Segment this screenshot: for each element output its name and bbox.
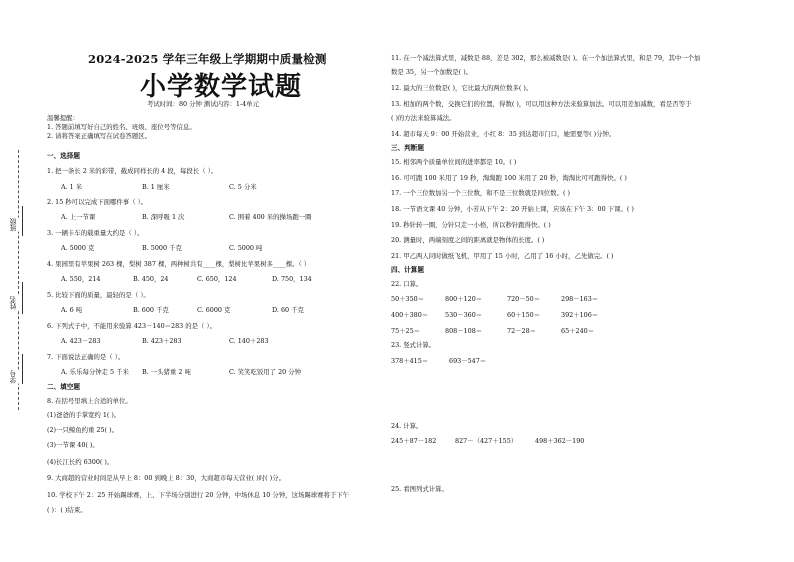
judge-item-19[interactable]: 19. 秒针转一圈，分针只走一小格，所以秒针跑得快。( ) [391, 221, 551, 229]
question-12[interactable]: 12. 最大的三位数是( )，它比最大的两位数多( )。 [391, 84, 533, 92]
option-c[interactable]: C. 笑笑吃饭用了 20 分钟 [229, 368, 302, 376]
q8-item-4[interactable]: (4)长江长约 6300( )。 [47, 458, 114, 466]
tips-title: 温馨提醒： [47, 114, 79, 122]
question-1: 1. 把一条长 2 米的彩带，截成同样长的 4 段，每段长（ ）。 [47, 167, 218, 175]
oral-item[interactable]: 800＋120＝ [445, 295, 483, 303]
calc-item[interactable]: 827－（427＋155） [455, 437, 518, 445]
tip-item: 1. 答题前填写好自己的姓名、班级、座位号等信息。 [47, 123, 196, 131]
calc-item[interactable]: 245＋87－182 [391, 437, 437, 445]
q8-item-2[interactable]: (2)一只鲸鱼约重 25( )。 [47, 426, 118, 434]
section-title-fill: 二、填空题 [47, 383, 80, 391]
option-a[interactable]: A. 550，214 [61, 275, 101, 283]
question-13-line-2[interactable]: ( )的方法来验算减法。 [391, 114, 456, 122]
oral-item[interactable]: 400＋380＝ [391, 311, 429, 319]
option-a[interactable]: A. 6 吨 [61, 306, 83, 314]
question-11-line-1[interactable]: 11. 在一个减法算式里，减数是 88，差是 302，那么被减数是( )。在一个加法算式里，和是 79，其中一个加 [391, 54, 701, 62]
main-title: 小学数学试题 [140, 72, 303, 102]
question-2: 2. 15 秒可以完成下面哪件事（ ）。 [47, 198, 148, 206]
judge-item-18[interactable]: 18. 一节语文课 40 分钟，小芳从下午 2：20 开始上课，应该在下午 3：00 下课。( ) [391, 205, 634, 213]
oral-item[interactable]: 298－163＝ [561, 295, 599, 303]
question-24: 24. 计算。 [391, 422, 423, 430]
option-b[interactable]: B. 450，24 [133, 275, 169, 283]
oral-item[interactable]: 530－360＝ [445, 311, 483, 319]
option-a[interactable]: A. 423－283 [61, 337, 101, 345]
class-label: 班级 [10, 218, 18, 232]
option-b[interactable]: B. 深呼吸 1 次 [142, 213, 185, 221]
oral-item[interactable]: 72－28＝ [507, 327, 537, 335]
question-25: 25. 看图列式计算。 [391, 485, 448, 493]
question-10-line-1: 10. 学校下午 2：25 开始踢球赛，上、下半场分别进行 20 分钟，中场休息 10 分钟，这场踢球赛将于下午 [47, 491, 350, 499]
student-id-underline [22, 354, 23, 384]
option-a[interactable]: A. 乐乐每分钟走 5 千米 [61, 368, 129, 376]
judge-item-20[interactable]: 20. 测量时，两端刻度之间的距离就是物体的长度。( ) [391, 236, 545, 244]
student-id-label: 学号 [10, 370, 18, 384]
question-5: 5. 比较下面的质量，最轻的是（ ）。 [47, 291, 150, 299]
judge-item-17[interactable]: 17. 一个三位数加另一个三位数，和不是三位数就是四位数。( ) [391, 189, 570, 197]
oral-item[interactable]: 50＋350＝ [391, 295, 425, 303]
option-c[interactable]: C. 6000 克 [197, 306, 231, 314]
option-b[interactable]: B. 600 千克 [133, 306, 169, 314]
option-a[interactable]: A. 5000 克 [61, 244, 95, 252]
q8-item-3[interactable]: (3)一节课 40( )。 [47, 441, 99, 449]
question-11-line-2[interactable]: 数是 35，另一个加数是( )。 [391, 68, 473, 76]
section-title-judge: 三、判断题 [391, 144, 424, 152]
judge-item-15[interactable]: 15. 相邻两个质量单位间的进率都是 10。( ) [391, 158, 517, 166]
option-b[interactable]: B. 5000 千克 [142, 244, 182, 252]
question-23: 23. 竖式计算。 [391, 341, 436, 349]
option-d[interactable]: D. 750，134 [272, 275, 312, 283]
option-a[interactable]: A. 上一节课 [61, 213, 96, 221]
question-14[interactable]: 14. 超市每天 9：00 开始营业，小红 8：35 到达超市门口，她需要等( )分钟。 [391, 130, 616, 138]
oral-item[interactable]: 392＋106＝ [561, 311, 599, 319]
calc-item[interactable]: 498＋362－190 [535, 437, 585, 445]
option-c[interactable]: C. 5 分米 [229, 183, 257, 191]
name-label: 姓名 [10, 296, 18, 310]
q8-item-1[interactable]: (1)爸爸的手掌宽约 1( )。 [47, 411, 121, 419]
section-title-choice: 一、选择题 [47, 152, 80, 160]
option-c[interactable]: C. 5000 吨 [229, 244, 263, 252]
tip-item: 2. 请将答案正确填写在试卷答题区。 [47, 132, 151, 140]
option-d[interactable]: D. 60 千克 [272, 306, 304, 314]
section-title-calc: 四、计算题 [391, 266, 424, 274]
option-b[interactable]: B. 423＋283 [142, 337, 182, 345]
question-7: 7. 下面说法正确的是（ ）。 [47, 353, 125, 361]
question-4: 4. 果园里有苹果树 263 棵，梨树 387 棵，两种树共有____棵，梨树比苹果树多____棵。（ ） [47, 260, 311, 268]
option-a[interactable]: A. 1 米 [61, 183, 83, 191]
judge-item-21[interactable]: 21. 甲乙两人同时做纸飞机，甲用了 15 小时，乙用了 16 小时，乙先做完。( ) [391, 252, 614, 260]
vertical-calc-item[interactable]: 693－547＝ [449, 357, 487, 365]
question-8: 8. 在括号里填上合适的单位。 [47, 397, 132, 405]
exam-info: 考试时间：80 分钟 测试内容：1-4单元 [147, 100, 259, 108]
option-b[interactable]: B. 一头猪重 2 吨 [142, 368, 191, 376]
question-22: 22. 口算。 [391, 280, 423, 288]
oral-item[interactable]: 720－50＝ [507, 295, 541, 303]
class-underline [22, 206, 23, 236]
oral-item[interactable]: 75＋25＝ [391, 327, 421, 335]
vertical-calc-item[interactable]: 378＋415＝ [391, 357, 429, 365]
oral-item[interactable]: 60＋150＝ [507, 311, 541, 319]
option-b[interactable]: B. 1 厘米 [142, 183, 170, 191]
oral-item[interactable]: 808－108＝ [445, 327, 483, 335]
question-10-line-2[interactable]: ( )：( )结束。 [47, 506, 87, 514]
option-c[interactable]: C. 140＋283 [229, 337, 269, 345]
question-3: 3. 一辆卡车的载重量大约是（ ）。 [47, 229, 144, 237]
option-c[interactable]: C. 围着 400 米的操场跑一圈 [229, 213, 312, 221]
judge-item-16[interactable]: 16. 可可跑 100 米用了 19 秒，淘淘跑 100 米用了 20 秒，淘淘比可可跑得快。( ) [391, 174, 627, 182]
question-6: 6. 下列式子中，不能用来验算 423－140＝283 的是（ ）。 [47, 322, 217, 330]
question-13-line-1[interactable]: 13. 相加的两个数，交换它们的位置，得数( )，可以用这种方法来验算加法。可以用差加减数，看是否等于 [391, 100, 692, 108]
name-underline [22, 282, 23, 314]
option-c[interactable]: C. 650，124 [197, 275, 237, 283]
year-title: 2024-2025 学年三年级上学期期中质量检测 [88, 52, 327, 66]
oral-item[interactable]: 65＋240＝ [561, 327, 595, 335]
question-9[interactable]: 9. 大商超的营业时间是从早上 8：00 到晚上 8：30，大商超市每天营业( )时( )分。 [47, 474, 285, 482]
